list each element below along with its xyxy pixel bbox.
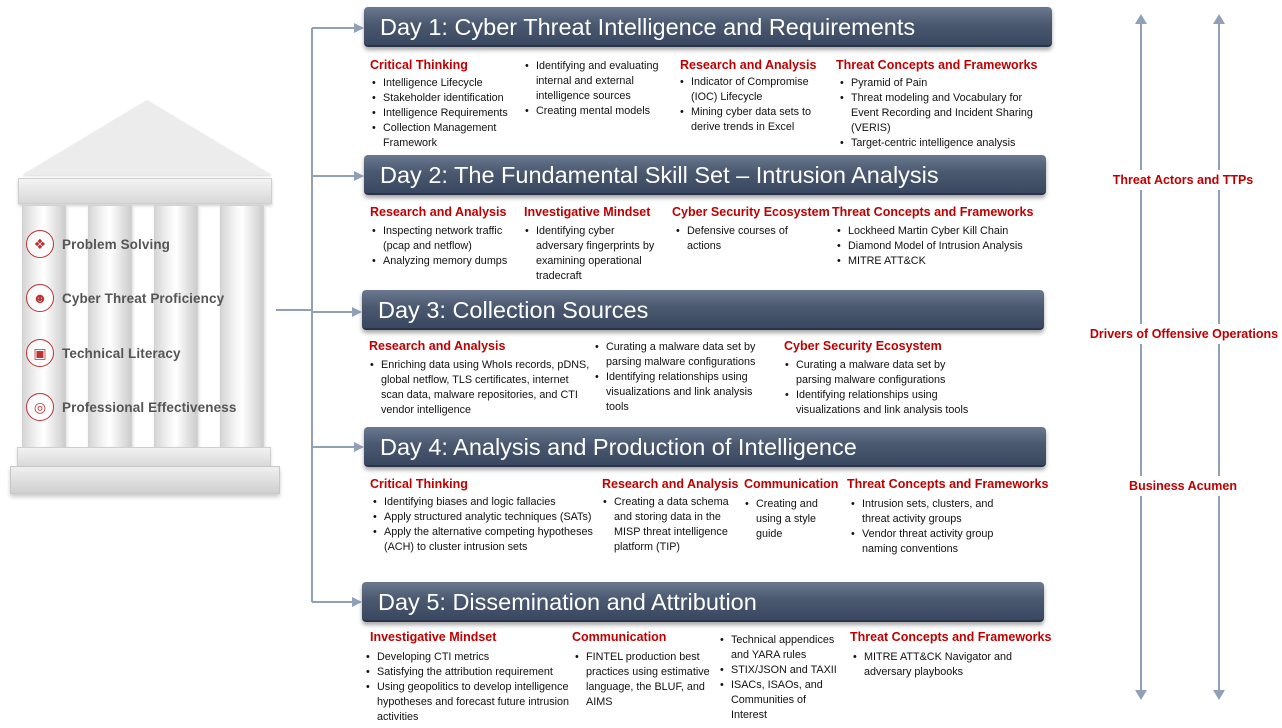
day-5-heading-investigative-mindset: Investigative Mindset <box>370 630 497 644</box>
list-item: • Identifying relationships using visualizations and link analysis tools <box>593 370 771 415</box>
list-item: • Intelligence Lifecycle <box>370 76 520 91</box>
day-4-heading-research-analysis: Research and Analysis <box>602 477 739 491</box>
day-2-list-research-analysis <box>370 224 518 269</box>
list-item: • Mining cyber data sets to derive trends in Excel <box>678 105 828 135</box>
list-item: • Threat modeling and Vocabulary for Event Recording and Incident Sharing (VERIS) <box>838 91 1048 136</box>
day-2-heading-research-analysis: Research and Analysis <box>370 205 507 219</box>
list-item: • ISACs, ISAOs, and Communities of Interest <box>718 678 842 723</box>
day-5-heading-threat-concepts: Threat Concepts and Frameworks <box>850 630 1052 644</box>
list-item: • Apply structured analytic techniques (SATs) <box>371 510 599 525</box>
list-item: • Indicator of Compromise (IOC) Lifecycle <box>678 75 828 105</box>
list-item: • Curating a malware data set by parsing malware configurations <box>783 358 983 388</box>
day-1-banner: Day 1: Cyber Threat Intelligence and Requirements <box>364 7 1052 47</box>
list-item: • Vendor threat activity group naming conventions <box>849 527 1024 557</box>
day-1-heading-threat-concepts: Threat Concepts and Frameworks <box>836 58 1038 72</box>
list-item: • Identifying relationships using visualizations and link analysis tools <box>783 388 983 418</box>
day-2-heading-investigative-mindset: Investigative Mindset <box>524 205 651 219</box>
target-icon: ◎ <box>26 393 54 421</box>
list-item: • Creating a data schema and storing data in the MISP threat intelligence platform (TIP) <box>601 495 739 555</box>
day-1-list-threat-concepts <box>838 76 1048 151</box>
list-item: • Identifying and evaluating internal and external intelligence sources <box>523 59 673 104</box>
day-2-heading-threat-concepts: Threat Concepts and Frameworks <box>832 205 1034 219</box>
list-item: • Inspecting network traffic (pcap and netflow) <box>370 224 518 254</box>
day-1-heading-research-analysis: Research and Analysis <box>680 58 817 72</box>
day-3-heading-research-analysis: Research and Analysis <box>369 339 506 353</box>
day-4-heading-threat-concepts: Threat Concepts and Frameworks <box>847 477 1049 491</box>
hacker-icon: ☻ <box>26 284 54 312</box>
list-item: • Identifying biases and logic fallacies <box>371 495 599 510</box>
day-2-heading-cyber-security-ecosystem: Cyber Security Ecosystem <box>672 205 830 219</box>
day-1-heading-critical-thinking: Critical Thinking <box>370 58 468 72</box>
day-1-list-sources <box>523 59 673 119</box>
list-item: • Intrusion sets, clusters, and threat activity groups <box>849 497 1024 527</box>
side-label-drivers-offensive-operations: Drivers of Offensive Operations <box>1088 324 1280 344</box>
list-item: • Apply the alternative competing hypotheses (ACH) to cluster intrusion sets <box>371 525 599 555</box>
day-2-banner: Day 2: The Fundamental Skill Set – Intrusion Analysis <box>364 155 1046 195</box>
pillar-item-label: Professional Effectiveness <box>62 399 237 415</box>
day-5-list-communication <box>573 650 719 710</box>
day-2-list-cyber-security-ecosystem <box>674 224 814 254</box>
list-item: • Curating a malware data set by parsing malware configurations <box>593 340 771 370</box>
day-2-list-threat-concepts <box>835 224 1050 269</box>
day-4-list-communication <box>743 497 833 542</box>
puzzle-icon: ❖ <box>26 230 54 258</box>
list-item: • Creating mental models <box>523 104 673 119</box>
list-item: • FINTEL production best practices using estimative language, the BLUF, and AIMS <box>573 650 719 710</box>
list-item: • Developing CTI metrics <box>364 650 574 665</box>
day-3-list-research-analysis <box>368 358 590 418</box>
list-item: • STIX/JSON and TAXII <box>718 663 842 678</box>
side-label-threat-actors: Threat Actors and TTPs <box>1111 170 1256 190</box>
pillar-item-label: Technical Literacy <box>62 345 181 361</box>
list-item: • MITRE ATT&CK <box>835 254 1050 269</box>
day-5-list-threat-concepts <box>851 650 1026 680</box>
day-4-heading-communication: Communication <box>744 477 839 491</box>
list-item: • Stakeholder identification <box>370 91 520 106</box>
day-1-list-research-analysis <box>678 75 828 135</box>
day-3-heading-cyber-security-ecosystem: Cyber Security Ecosystem <box>784 339 942 353</box>
day-5-heading-communication: Communication <box>572 630 667 644</box>
list-item: • Intelligence Requirements <box>370 106 520 121</box>
day-4-list-threat-concepts <box>849 497 1024 557</box>
day-3-list-cyber-security-ecosystem <box>783 358 983 418</box>
list-item: • Defensive courses of actions <box>674 224 814 254</box>
day-3-list-malware <box>593 340 771 415</box>
day-4-heading-critical-thinking: Critical Thinking <box>370 477 468 491</box>
day-4-banner: Day 4: Analysis and Production of Intelligence <box>364 427 1046 467</box>
list-item: • Identifying cyber adversary fingerprints by examining operational tradecraft <box>523 224 663 284</box>
day-1-list-critical-thinking <box>370 76 520 151</box>
connector-lines <box>0 0 380 728</box>
day-5-list-investigative-mindset <box>364 650 574 725</box>
day-5-banner: Day 5: Dissemination and Attribution <box>362 582 1044 622</box>
day-4-list-critical-thinking <box>371 495 599 555</box>
list-item: • MITRE ATT&CK Navigator and adversary playbooks <box>851 650 1026 680</box>
list-item: • Collection Management Framework <box>370 121 520 151</box>
pillar-item-label: Cyber Threat Proficiency <box>62 290 225 306</box>
list-item: • Technical appendices and YARA rules <box>718 633 842 663</box>
pillar-item-label: Problem Solving <box>62 236 171 252</box>
list-item: • Using geopolitics to develop intelligence hypotheses and forecast future intrusion activities <box>364 680 574 725</box>
day-3-banner: Day 3: Collection Sources <box>362 290 1044 330</box>
right-arrows <box>1120 8 1240 708</box>
list-item: • Target-centric intelligence analysis <box>838 136 1048 151</box>
list-item: • Pyramid of Pain <box>838 76 1048 91</box>
list-item: • Enriching data using WhoIs records, pDNS, global netflow, TLS certificates, internet scan data, malware repositories, and CTI vendor intelligence <box>368 358 590 418</box>
day-4-list-research-analysis <box>601 495 739 555</box>
chip-icon: ▣ <box>26 339 54 367</box>
list-item: • Satisfying the attribution requirement <box>364 665 574 680</box>
day-2-list-investigative-mindset <box>523 224 663 284</box>
day-5-list-technical <box>718 633 842 723</box>
side-label-business-acumen: Business Acumen <box>1127 476 1239 496</box>
list-item: • Diamond Model of Intrusion Analysis <box>835 239 1050 254</box>
list-item: • Creating and using a style guide <box>743 497 833 542</box>
list-item: • Analyzing memory dumps <box>370 254 518 269</box>
list-item: • Lockheed Martin Cyber Kill Chain <box>835 224 1050 239</box>
